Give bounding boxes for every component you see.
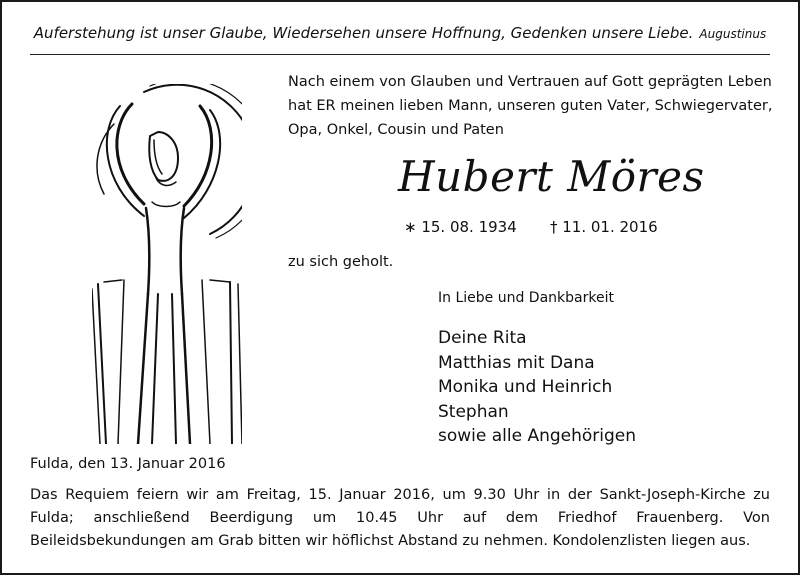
taken-text: zu sich geholt. [288,254,394,270]
risen-christ-icon [92,84,242,444]
intro-line: Opa, Onkel, Cousin und Paten [288,122,504,138]
place-date: Fulda, den 13. Januar 2016 [30,456,226,472]
birth-date: ∗ 15. 08. 1934 [404,218,517,236]
motto-author: Augustinus [699,27,767,41]
mourner: Monika und Heinrich [438,377,613,397]
death-date: † 11. 01. 2016 [550,218,658,236]
motto [0,24,800,42]
mourner: Matthias mit Dana [438,352,595,373]
mourner: sowie alle Angehörigen [438,426,637,446]
intro-line: hat ER meinen lieben Mann, unseren guten Vater, Schwiegervater, [288,98,773,114]
thanks-line: In Liebe und Dankbarkeit [438,290,614,306]
deceased-name: Hubert Möres [398,152,705,201]
funeral-notice: Das Requiem feiern wir am Freitag, 15. Januar 2016, um 9.30 Uhr in der Sankt-Joseph-Kirche zu Fulda; anschließend Beerdigung um 10.45 Uhr auf dem Friedhof Frauenberg. Von Beileidsbekundungen am Grab bitten wir höflichst Abstand zu nehmen. Kondolenzlisten liegen aus. [30,487,770,549]
intro-text [288,70,773,142]
mourner: Stephan [438,401,509,422]
mourners-list [438,326,636,449]
mourner: Deine Rita [438,328,527,348]
intro-line: Nach einem von Glauben und Vertrauen auf Gott geprägten Leben [288,74,772,90]
motto-text: Auferstehung ist unser Glaube, Wiedersehen unsere Hoffnung, Gedenken unsere Liebe. [33,24,694,42]
divider [30,54,770,55]
